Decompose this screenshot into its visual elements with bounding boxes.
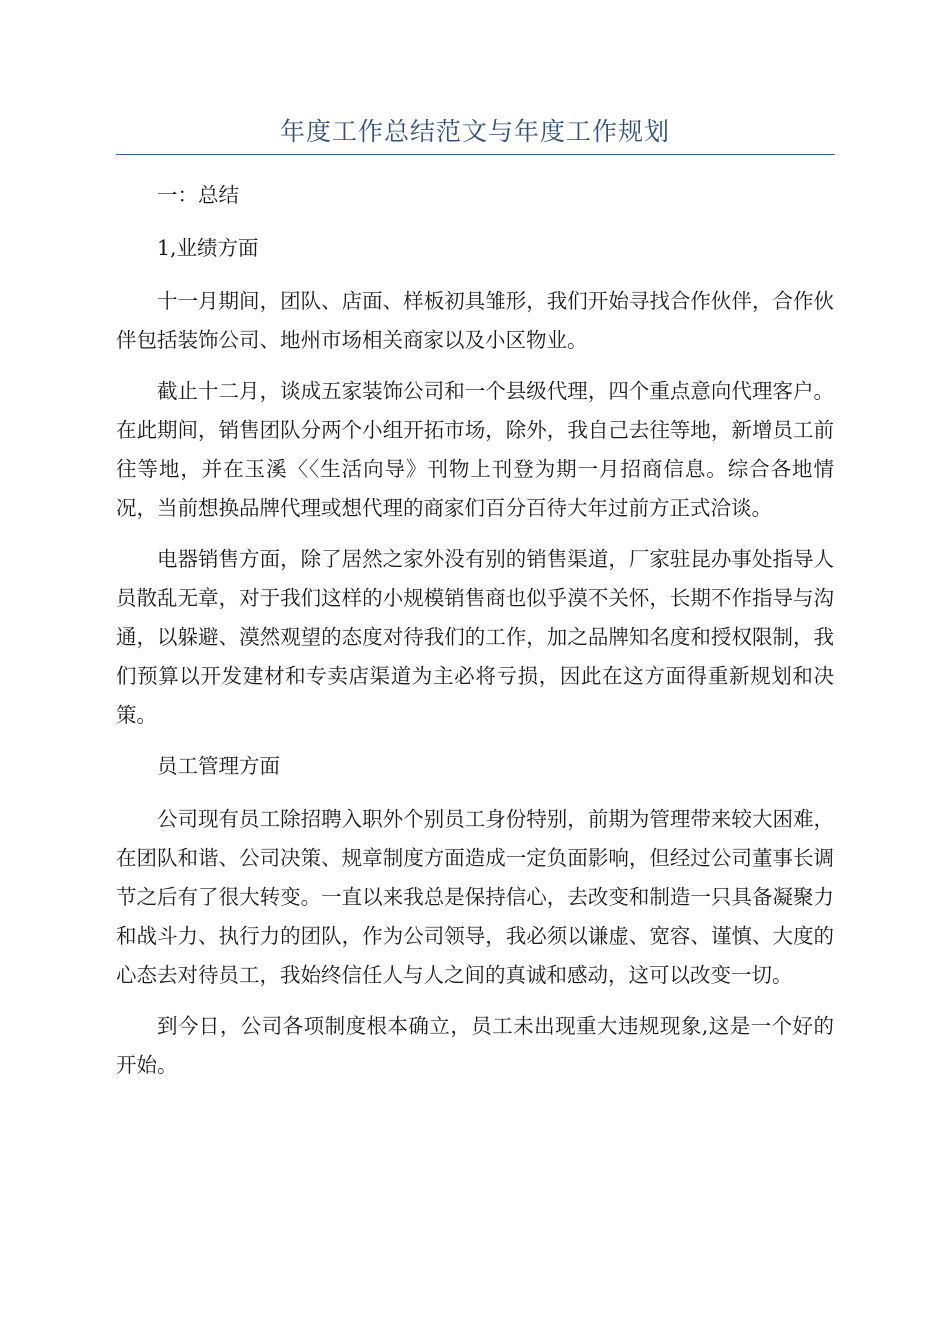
document-title: 年度工作总结范文与年度工作规划 bbox=[279, 117, 670, 146]
title-underline bbox=[116, 154, 835, 155]
paragraph-partners: 十一月期间，团队、店面、样板初具雏形，我们开始寻找合作伙伴，合作伙伴包括装饰公司、地州市场相关商家以及小区物业。 bbox=[116, 289, 834, 352]
subheading-staff-management: 员工管理方面 bbox=[157, 754, 280, 778]
paragraph-appliance-sales: 电器销售方面，除了居然之家外没有别的销售渠道，厂家驻昆办事处指导人员散乱无章，对于我们这样的小规模销售商也似乎漠不关怀，长期不作指导与沟通，以躲避、漠然观望的态度对待我们的工作，加之品牌知名度和授权限制，我们预算以开发建材和专卖店渠道为主必将亏损，因此在这方面得重新规划和决策。 bbox=[116, 547, 834, 727]
document-body bbox=[116, 176, 834, 1097]
section-heading-summary: 一：总结 bbox=[157, 183, 239, 207]
subheading-performance: 1,业绩方面 bbox=[157, 236, 259, 260]
paragraph-december-progress: 截止十二月，谈成五家装饰公司和一个县级代理，四个重点意向代理客户。在此期间，销售团队分两个小组开拓市场，除外，我自己去往等地，新增员工前往等地，并在玉溪〈〈生活向导》刊物上刊登为期一月招商信息。综合各地情况，当前想换品牌代理或想代理的商家们百分百待大年过前方正式洽谈。 bbox=[116, 379, 834, 520]
paragraph-staff-management: 公司现有员工除招聘入职外个别员工身份特别，前期为管理带来较大困难，在团队和谐、公司决策、规章制度方面造成一定负面影响，但经过公司董事长调节之后有了很大转变。一直以来我总是保持信心，去改变和制造一只具备凝聚力和战斗力、执行力的团队，作为公司领导，我必须以谦虚、宽容、谨慎、大度的心态去对待员工，我始终信任人与人之间的真诚和感动，这可以改变一切。 bbox=[116, 807, 834, 987]
paragraph-current-status: 到今日，公司各项制度根本确立，员工未出现重大违规现象,这是一个好的开始。 bbox=[116, 1014, 834, 1077]
